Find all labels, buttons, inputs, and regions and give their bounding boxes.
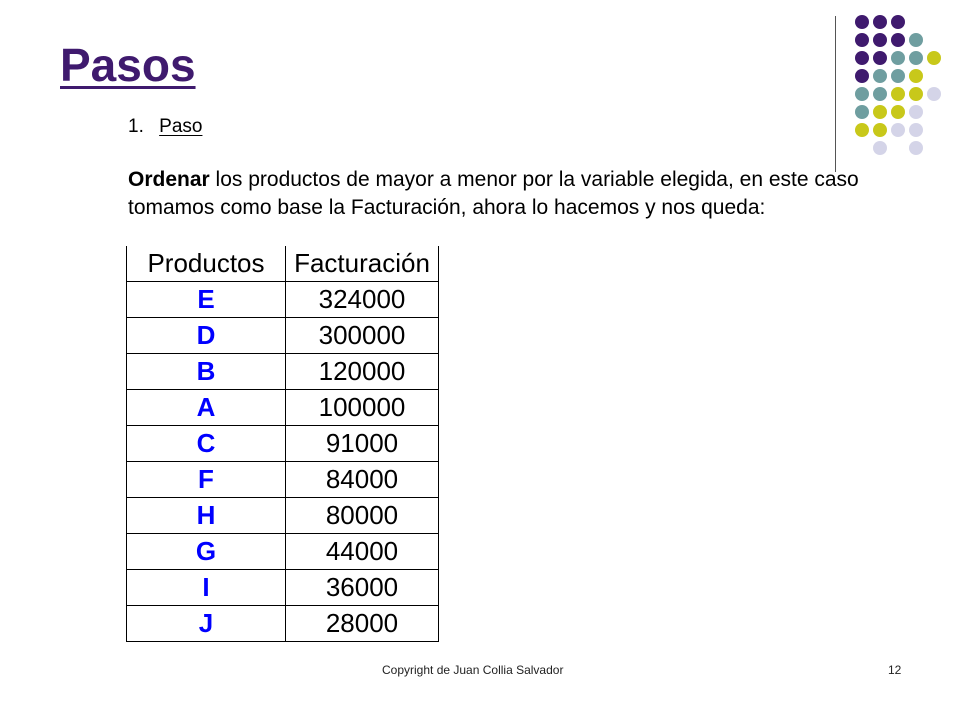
table-row [127, 318, 439, 354]
description-paragraph [128, 166, 958, 222]
decorative-dot [927, 51, 941, 65]
description-line-2: tomamos como base la Facturación, ahora lo hacemos y nos queda: [128, 196, 766, 219]
decorative-dot [855, 105, 869, 119]
decorative-dot [891, 51, 905, 65]
step-label: Paso [159, 116, 203, 137]
decorative-dot [855, 15, 869, 29]
product-cell: C [127, 426, 286, 462]
decorative-dot [873, 15, 887, 29]
decorative-dot [855, 33, 869, 47]
decorative-dot [873, 87, 887, 101]
decorative-dot [855, 87, 869, 101]
description-bold-word: Ordenar [128, 168, 210, 191]
product-cell: B [127, 354, 286, 390]
facturacion-cell: 84000 [286, 462, 439, 498]
decorative-dot [855, 51, 869, 65]
decorative-dot [891, 105, 905, 119]
table-row [127, 462, 439, 498]
product-cell: J [127, 606, 286, 642]
decorative-dot [909, 33, 923, 47]
decorative-dot [873, 51, 887, 65]
step-number: 1. [128, 116, 144, 137]
table-row [127, 534, 439, 570]
facturacion-cell: 44000 [286, 534, 439, 570]
product-cell: F [127, 462, 286, 498]
facturacion-cell: 324000 [286, 282, 439, 318]
decorative-dot [891, 123, 905, 137]
decorative-dot [891, 33, 905, 47]
table-row [127, 390, 439, 426]
step-heading [128, 116, 202, 138]
decorative-dot [891, 15, 905, 29]
decorative-dot [909, 51, 923, 65]
product-cell: H [127, 498, 286, 534]
page-number: 12 [888, 663, 902, 677]
decorative-dot [873, 69, 887, 83]
table-row [127, 498, 439, 534]
decorative-dot [855, 123, 869, 137]
decorative-divider-line [835, 16, 836, 172]
product-cell: I [127, 570, 286, 606]
decorative-dot [927, 87, 941, 101]
table-header-row [127, 246, 439, 282]
decorative-dot [873, 33, 887, 47]
product-cell: D [127, 318, 286, 354]
decorative-dot [891, 87, 905, 101]
decorative-dot [909, 105, 923, 119]
decorative-dot [891, 69, 905, 83]
slide-title: Pasos [60, 39, 196, 91]
facturacion-cell: 100000 [286, 390, 439, 426]
products-table [126, 246, 439, 642]
facturacion-cell: 120000 [286, 354, 439, 390]
table-row [127, 606, 439, 642]
facturacion-cell: 91000 [286, 426, 439, 462]
footer-copyright: Copyright de Juan Collia Salvador [382, 663, 564, 677]
description-line-1: los productos de mayor a menor por la variable elegida, en este caso [209, 168, 859, 191]
facturacion-cell: 300000 [286, 318, 439, 354]
product-cell: A [127, 390, 286, 426]
product-cell: G [127, 534, 286, 570]
decorative-dot [909, 69, 923, 83]
table-row [127, 282, 439, 318]
decorative-dot [873, 105, 887, 119]
header-facturacion: Facturación [286, 246, 439, 282]
product-cell: E [127, 282, 286, 318]
table-row [127, 354, 439, 390]
decorative-dot [909, 87, 923, 101]
facturacion-cell: 36000 [286, 570, 439, 606]
decorative-dot [909, 123, 923, 137]
facturacion-cell: 28000 [286, 606, 439, 642]
decorative-dot [873, 141, 887, 155]
table-row [127, 570, 439, 606]
decorative-dot [855, 69, 869, 83]
table-row [127, 426, 439, 462]
decorative-dot [909, 141, 923, 155]
header-productos: Productos [127, 246, 286, 282]
decorative-dot [873, 123, 887, 137]
facturacion-cell: 80000 [286, 498, 439, 534]
